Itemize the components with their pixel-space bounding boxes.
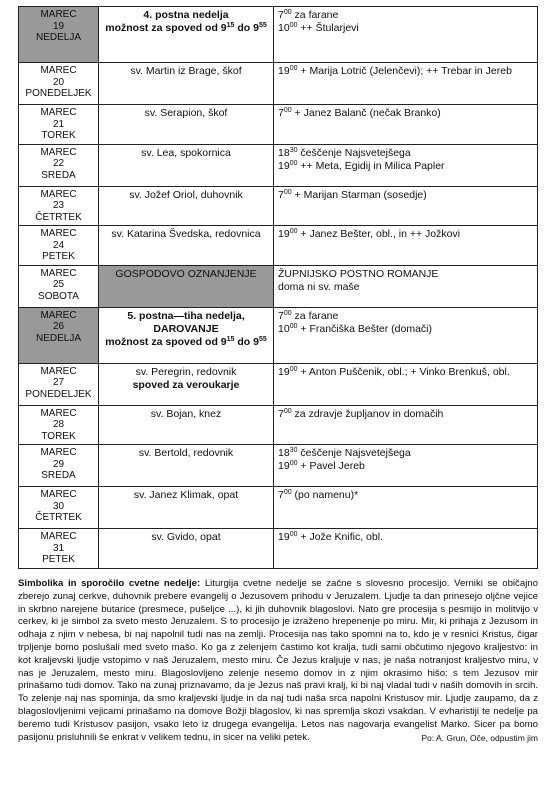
- saint-cell: [99, 105, 274, 145]
- day-month: MAREC: [40, 267, 77, 279]
- schedule-row: [19, 105, 538, 145]
- day-month: MAREC: [40, 9, 77, 20]
- day-date: 27: [52, 377, 65, 388]
- day-weekday: SOBOTA: [38, 290, 79, 302]
- saint-line: sv. Lea, spokornica: [141, 146, 231, 159]
- mass-intention: $19^{00}$ + Pavel Jereb: [278, 460, 365, 473]
- saint-cell: [99, 226, 274, 266]
- day-date: 21: [52, 118, 65, 130]
- schedule-row: [19, 226, 538, 266]
- saint-line: sv. Martin iz Brage, škof: [130, 65, 242, 77]
- mass-intention: $10^{00}$ ++ Štularjevi: [278, 22, 359, 35]
- schedule-row: [19, 265, 538, 307]
- day-weekday: ČETRTEK: [35, 512, 82, 523]
- day-weekday: TOREK: [41, 130, 76, 141]
- schedule-row: [19, 487, 538, 529]
- day-date: 30: [52, 500, 65, 512]
- day-weekday: PONEDELJEK: [25, 88, 92, 99]
- day-month: MAREC: [40, 65, 77, 76]
- mass-intention: $18^{30}$ češčenje Najsvetejšega: [278, 146, 411, 159]
- day-cell: [19, 265, 99, 307]
- saint-cell: [99, 307, 274, 363]
- day-weekday: NEDELJA: [35, 332, 81, 344]
- mass-intentions-cell: [274, 363, 538, 405]
- saint-line: 5. postna—tiha nedelja,: [127, 309, 245, 322]
- schedule-row: [19, 144, 538, 186]
- mass-intention: $7^{00}$ + Janez Balanč (nečak Branko): [278, 107, 441, 119]
- mass-intentions-cell: [274, 63, 538, 105]
- mass-intentions-cell: [274, 144, 538, 186]
- day-date: 19: [52, 20, 65, 32]
- day-weekday: SREDA: [41, 470, 76, 481]
- day-month: MAREC: [40, 447, 77, 458]
- day-month: MAREC: [40, 188, 77, 200]
- mass-intention: $19^{00}$ + Janez Bešter, obl., in ++ Jožkovi: [278, 228, 461, 240]
- mass-intention: $7^{00}$ (po namenu)*: [278, 489, 359, 501]
- day-weekday: TOREK: [41, 430, 76, 442]
- mass-intention: ŽUPNIJSKO POSTNO ROMANJE: [278, 267, 439, 280]
- saint-line: sv. Bertold, redovnik: [138, 447, 234, 459]
- mass-intention: $7^{00}$ za farane: [278, 9, 339, 21]
- day-cell: [19, 105, 99, 145]
- day-cell: [19, 7, 99, 63]
- saint-line: sv. Bojan, knez: [150, 407, 222, 420]
- day-month: MAREC: [40, 107, 77, 118]
- mass-schedule-table: [18, 6, 538, 569]
- mass-intention: $18^{30}$ češčenje Najsvetejšega: [278, 447, 411, 459]
- day-weekday: SREDA: [41, 169, 76, 181]
- day-cell: [19, 186, 99, 226]
- mass-intentions-cell: [274, 445, 538, 487]
- mass-intentions-cell: [274, 186, 538, 226]
- day-cell: [19, 307, 99, 363]
- schedule-row: [19, 7, 538, 63]
- day-month: MAREC: [40, 228, 77, 239]
- schedule-row: [19, 63, 538, 105]
- saint-line: sv. Serapion, škof: [144, 107, 228, 119]
- saint-line: sv. Janez Klimak, opat: [133, 489, 239, 501]
- mass-intention: $7^{00}$ za zdravje župljanov in domačih: [278, 407, 444, 420]
- saint-line: 4. postna nedelja: [143, 9, 229, 21]
- day-weekday: ČETRTEK: [35, 211, 82, 223]
- day-cell: [19, 144, 99, 186]
- mass-intentions-cell: [274, 405, 538, 445]
- schedule-row: [19, 529, 538, 569]
- day-date: 22: [52, 158, 65, 169]
- mass-intention: $19^{00}$ + Anton Puščenik, obl.; + Vinko Brenkuš, obl.: [278, 365, 510, 378]
- saint-line: DAROVANJE: [153, 322, 219, 335]
- saint-cell: [99, 445, 274, 487]
- day-weekday: PETEK: [42, 251, 75, 262]
- day-date: 23: [52, 200, 65, 211]
- saint-line: možnost za spoved od $9^{15}$ do $9^{55}$: [105, 22, 267, 35]
- day-date: 20: [52, 76, 65, 88]
- saint-cell: [99, 405, 274, 445]
- schedule-row: [19, 186, 538, 226]
- saint-cell: [99, 144, 274, 186]
- day-month: MAREC: [40, 146, 77, 158]
- saint-line: spoved za veroukarje: [132, 378, 240, 391]
- saint-cell: [99, 186, 274, 226]
- saint-line: sv. Peregrin, redovnik: [135, 365, 237, 378]
- mass-intentions-cell: [274, 7, 538, 63]
- day-date: 25: [52, 279, 65, 290]
- saint-cell: [99, 363, 274, 405]
- saint-line: sv. Katarina Švedska, redovnica: [111, 228, 261, 240]
- day-month: MAREC: [40, 309, 77, 321]
- day-cell: [19, 487, 99, 529]
- day-cell: [19, 405, 99, 445]
- mass-intentions-cell: [274, 487, 538, 529]
- saint-line: možnost za spoved od $9^{15}$ do $9^{55}$: [105, 335, 267, 348]
- day-date: 26: [52, 321, 65, 332]
- day-month: MAREC: [40, 489, 77, 500]
- mass-intentions-cell: [274, 105, 538, 145]
- mass-intentions-cell: [274, 265, 538, 307]
- day-cell: [19, 63, 99, 105]
- mass-intention: doma ni sv. maše: [278, 280, 360, 293]
- mass-intention: $19^{00}$ + Marija Lotrič (Jelenčevi); ++ Trebar in Jereb: [278, 65, 512, 77]
- day-weekday: NEDELJA: [35, 32, 81, 43]
- saint-cell: [99, 529, 274, 569]
- day-cell: [19, 529, 99, 569]
- saint-cell: [99, 63, 274, 105]
- saint-line: sv. Jožef Oriol, duhovnik: [129, 188, 243, 201]
- mass-intention: $7^{00}$ za farane: [278, 309, 339, 322]
- article-title: Simbolika in sporočilo cvetne nedelje:: [18, 578, 201, 589]
- day-month: MAREC: [40, 407, 77, 419]
- mass-intention: $7^{00}$ + Marijan Starman (sosedje): [278, 188, 427, 201]
- article-source: Po: A. Grun, Oče, odpustim jim: [421, 733, 538, 744]
- day-weekday: PETEK: [42, 554, 75, 565]
- day-date: 28: [52, 419, 65, 430]
- day-date: 24: [52, 239, 65, 251]
- saint-cell: [99, 7, 274, 63]
- schedule-row: [19, 405, 538, 445]
- mass-intentions-cell: [274, 307, 538, 363]
- article-body: Liturgija cvetne nedelje se začne s slovesno procesijo. Verniki se običajno zberejo zunaj cerkve, duhovnik prebere evangelij o Jezusovem prihodu v Jeruzalem. Ljudje ta dan prinesejo oljčne vejice in skrbno narejene butarice (presmece, pušeljce ...), ki jih duhovnik blagoslovi. Nato gre procesija s pesmijo in molitvijo v cerkev, ki je simbol za sveto mesto Jeruzalem. S to procesijo je izraženo hrepenenje po miru. Mir, ki prihaja z Jezusom in odhaja z njim v nebesa, bi naj napolnil tudi nas na zemlji. Procesija nas tako spomni na to, kdo je v resnici Kristus, čigar trpljenje bomo poslušali med sveto mašo. Ko ga z zelenjem častimo kot kralja, tudi sami občutimo njegovo kraljestvo: in kot kraljevski ljudje vstopimo v naš Jeruzalem, mesto miru. Če Jezus kraljuje v nas, je naša notranjost kraljestvo miru, v nas je Jeruzalem, mesto miru. Blagoslovljeno zelenje nesemo domov in z njim okrasimo hišo: s tem Jezusov mir prinašamo tudi domov. Tako na zunaj priznavamo, da je Jezus naš pravi kralj, ki bi naj vladal tudi v naših domovih in srcih. To zelenje naj nas spominja, da smo kraljevski ljudje in da naj tudi naša srca napolni Kristusov mir. Ljudje zaupamo, da z blagoslovljenimi vejicami prinašamo na domove Božji blagoslov, ki nas spremlja skozi vsakdan. V evharistiji te nedelje pa beremo tudi Kristusov pasijon, vsako leto iz drugega evangelija. Letos nas nagovarja evangelist Marko. Sicer pa bomo pasijonu prisluhnili še enkrat v velikem tednu, in sicer na veliki petek.: [18, 578, 538, 743]
- schedule-row: [19, 307, 538, 363]
- day-cell: [19, 226, 99, 266]
- mass-intention: $19^{00}$ ++ Meta, Egidij in Milica Papler: [278, 159, 445, 172]
- day-month: MAREC: [40, 531, 77, 542]
- palm-sunday-article: [18, 578, 538, 745]
- day-cell: [19, 363, 99, 405]
- schedule-row: [19, 363, 538, 405]
- saint-line: sv. Gvido, opat: [151, 531, 221, 543]
- day-cell: [19, 445, 99, 487]
- saint-cell: [99, 487, 274, 529]
- saint-line: GOSPODOVO OZNANJENJE: [115, 267, 257, 280]
- schedule-row: [19, 445, 538, 487]
- mass-intentions-cell: [274, 226, 538, 266]
- day-date: 31: [52, 542, 65, 554]
- mass-intentions-cell: [274, 529, 538, 569]
- day-month: MAREC: [40, 365, 77, 377]
- saint-cell: [99, 265, 274, 307]
- day-date: 29: [52, 458, 65, 470]
- day-weekday: PONEDELJEK: [25, 388, 92, 400]
- mass-intention: $19^{00}$ + Jože Knific, obl.: [278, 531, 383, 543]
- mass-intention: $10^{00}$ + Frančiška Bešter (domači): [278, 322, 432, 335]
